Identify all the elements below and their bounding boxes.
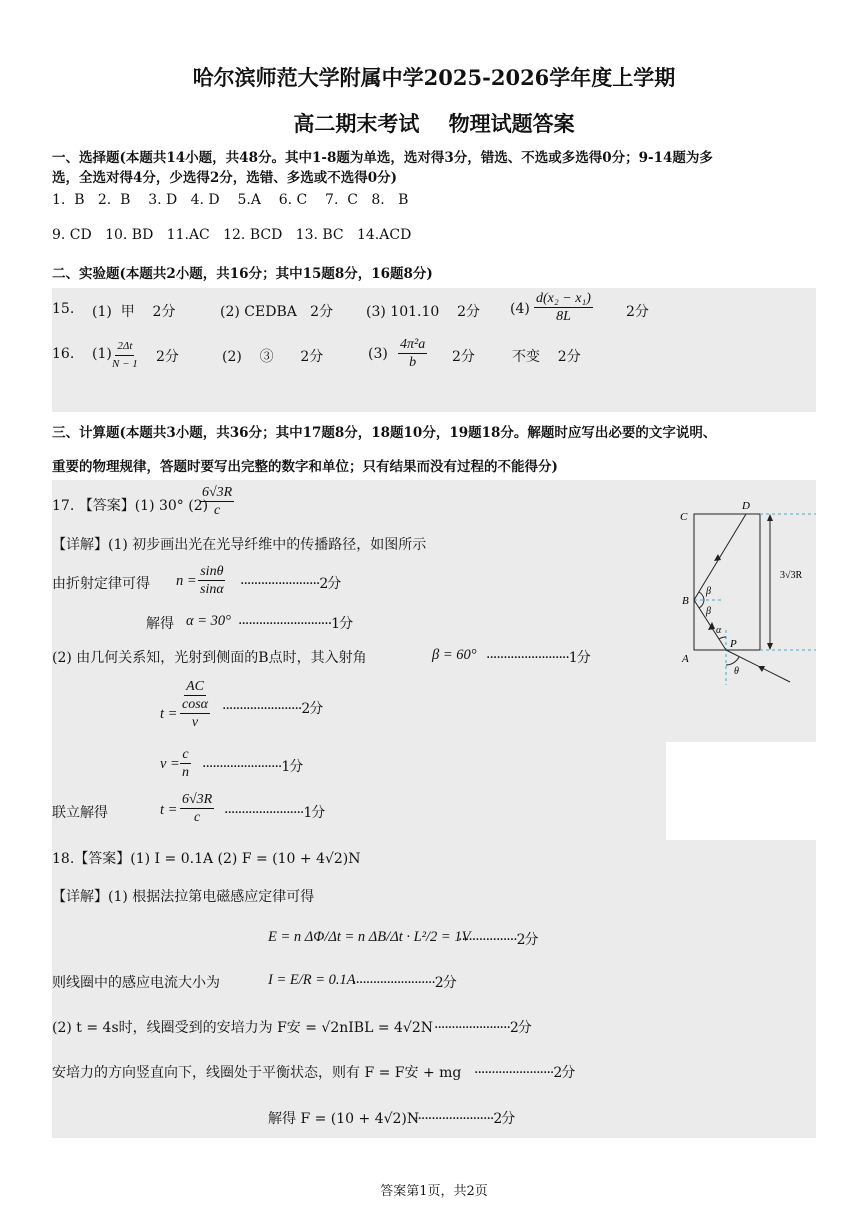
- choice-section-header-line1: 一、选择题(本题共14小题，共48分。其中1-8题为单选，选对得3分，错选、不选或多选得0分；9-14题为多: [52, 150, 713, 166]
- q16-part1-numerator: 2Δt: [115, 338, 134, 356]
- q17-t-score: ·······················2分: [222, 701, 323, 717]
- q17-answer-denominator: c: [214, 503, 221, 518]
- q18-current-label: 则线圈中的感应电流大小为: [52, 975, 220, 991]
- q16-part1-denominator: N − 1: [112, 358, 138, 370]
- q15-part4-label: (4): [510, 301, 530, 317]
- q17-t-numerator-top: AC: [186, 679, 204, 694]
- q17-t-lhs: t =: [160, 706, 178, 722]
- experiment-section-header: 二、实验题(本题共2小题，共16分；其中15题8分，16题8分): [52, 266, 433, 282]
- label-theta: θ: [734, 666, 739, 677]
- q17-detail-1: 【详解】(1) 初步画出光在光导纤维中的传播路径，如图所示: [52, 537, 427, 553]
- q17-law-label: 由折射定律可得: [52, 576, 150, 592]
- q17-v-lhs: v =: [160, 756, 180, 772]
- q18-part2: (2) t = 4s时，线圈受到的安培力为 F安 = √2nIBL = 4√2N: [52, 1020, 434, 1036]
- q18-emf-score: ·················2分: [458, 932, 538, 948]
- q17-final-lhs: t =: [160, 802, 178, 818]
- q16-part3-label: (3): [368, 346, 388, 362]
- q17-v-fraction: [180, 746, 191, 781]
- q16-part1-fraction: [110, 338, 140, 373]
- q16-part3-fraction: [398, 336, 427, 371]
- q17-v-score: ·······················1分: [202, 759, 303, 775]
- q17-law-numerator: sinθ: [200, 564, 224, 579]
- label-alpha: α: [716, 625, 722, 636]
- q17-t-numerator-bottom: cosα: [182, 697, 209, 712]
- page-subtitle: 高二期末考试 物理试题答案: [293, 111, 575, 136]
- q16-part4: 不变 2分: [512, 349, 581, 365]
- q18-current-score: ························2分: [352, 975, 456, 991]
- q17-t-numerator: [180, 678, 210, 714]
- page-title: 哈尔滨师范大学附属中学2025-2026学年度上学期: [192, 65, 676, 90]
- q17-answer-numerator: 6√3R: [202, 485, 233, 500]
- label-length: 3√3R: [780, 570, 803, 581]
- q17-final-denominator: c: [194, 810, 201, 825]
- q15-number: 15.: [52, 301, 75, 317]
- q15-part1: (1) 甲 2分: [92, 304, 176, 320]
- angle-theta-arc: [726, 657, 739, 665]
- q18-current-eq: I = E/R = 0.1A: [268, 972, 356, 988]
- q15-part4-denominator: 8L: [556, 309, 571, 324]
- length-arrow-top: [767, 514, 773, 521]
- q17-final-fraction: [180, 791, 214, 826]
- angle-beta-arc1: [699, 592, 704, 600]
- q15-part2: (2) CEDBA 2分: [220, 304, 334, 320]
- q17-law-lhs: n =: [176, 573, 197, 589]
- q16-part3-denominator: b: [409, 355, 417, 370]
- q17-t-fraction: [180, 678, 210, 731]
- q17-answer: 17. 【答案】(1) 30° (2): [52, 498, 209, 514]
- q17-solve-eq: α = 30°: [186, 613, 231, 629]
- q16-number: 16.: [52, 346, 75, 362]
- angle-beta-arc2: [699, 600, 704, 608]
- q18-balance-score: ·······················2分: [474, 1065, 575, 1081]
- q17-law-denominator: sinα: [200, 582, 224, 597]
- q15-part4-numerator: d(x₂ − x₁): [536, 291, 591, 306]
- q17-final-numerator: 6√3R: [182, 792, 213, 807]
- q16-part1-score: 2分: [156, 349, 179, 365]
- q15-part4-fraction: [534, 290, 593, 325]
- label-D: D: [742, 500, 750, 512]
- calc-section-header-line1: 三、计算题(本题共3小题，共36分；其中17题8分，18题10分，19题18分。解题时应写出必要的文字说明、: [52, 425, 717, 441]
- choice-section-header-line2: 选，全选对得4分，少选得2分，选错、多选或不选得0分): [52, 170, 398, 186]
- label-beta-2: β: [706, 606, 711, 617]
- q16-part2: (2) ③ 2分: [222, 349, 324, 365]
- q17-answer-fraction: [200, 484, 234, 519]
- q17-v-numerator: c: [182, 747, 189, 762]
- q18-answer: 18.【答案】(1) I = 0.1A (2) F = (10 + 4√2)N: [52, 851, 361, 867]
- q18-balance: 安培力的方向竖直向下，线圈处于平衡状态，则有 F = F安 + mg: [52, 1065, 462, 1081]
- q17-solve-label: 解得: [146, 616, 174, 632]
- q17-law-score: ·······················2分: [240, 576, 341, 592]
- q18-detail-1: 【详解】(1) 根据法拉第电磁感应定律可得: [52, 889, 315, 905]
- q15-part4-score: 2分: [626, 304, 649, 320]
- q17-part2-text: (2) 由几何关系知，光射到侧面的B点时，其入射角: [52, 650, 367, 666]
- q17-part2-eq: β = 60°: [432, 647, 477, 663]
- label-beta-1: β: [706, 586, 711, 597]
- q16-part3-score: 2分: [452, 349, 475, 365]
- q18-final: 解得 F = (10 + 4√2)N: [268, 1111, 420, 1127]
- choice-answers-row1: 1. B 2. B 3. D 4. D 5.A 6. C 7. C 8. B: [52, 192, 409, 208]
- q17-final-score: ·······················1分: [224, 805, 325, 821]
- q16-part3-numerator: 4π²a: [400, 337, 426, 352]
- label-P: P: [730, 638, 737, 650]
- length-arrow-bottom: [767, 643, 773, 650]
- q17-part2-score: ························1分: [486, 650, 590, 666]
- q17-t-denominator: v: [191, 715, 199, 730]
- q18-emf-eq: E = n ΔΦ/Δt = n ΔB/Δt · L²/2 = 1V: [268, 929, 471, 945]
- calc-section-header-line2: 重要的物理规律，答题时要写出完整的数字和单位；只有结果而没有过程的不能得分): [52, 459, 558, 475]
- label-A: A: [682, 653, 689, 665]
- label-C: C: [680, 511, 688, 523]
- choice-answers-row2: 9. CD 10. BD 11.AC 12. BCD 13. BC 14.ACD: [52, 227, 412, 243]
- q18-final-score: ·······················2分: [414, 1111, 515, 1127]
- q15-part3: (3) 101.10 2分: [366, 304, 480, 320]
- q17-fiber-diagram: [666, 490, 816, 700]
- q18-part2-score: ······················2分: [434, 1020, 531, 1036]
- q16-part1-label: (1): [92, 346, 112, 362]
- q17-law-fraction: [198, 563, 226, 598]
- angle-alpha-arc: [719, 637, 726, 639]
- q17-v-denominator: n: [182, 765, 189, 780]
- label-B: B: [682, 595, 689, 607]
- page-footer: 答案第1页，共2页: [380, 1184, 488, 1199]
- q17-final-label: 联立解得: [52, 805, 108, 821]
- fiber-rectangle: [694, 514, 760, 650]
- q17-solve-score: ···························1分: [238, 616, 353, 632]
- ray-reflected: [694, 514, 746, 600]
